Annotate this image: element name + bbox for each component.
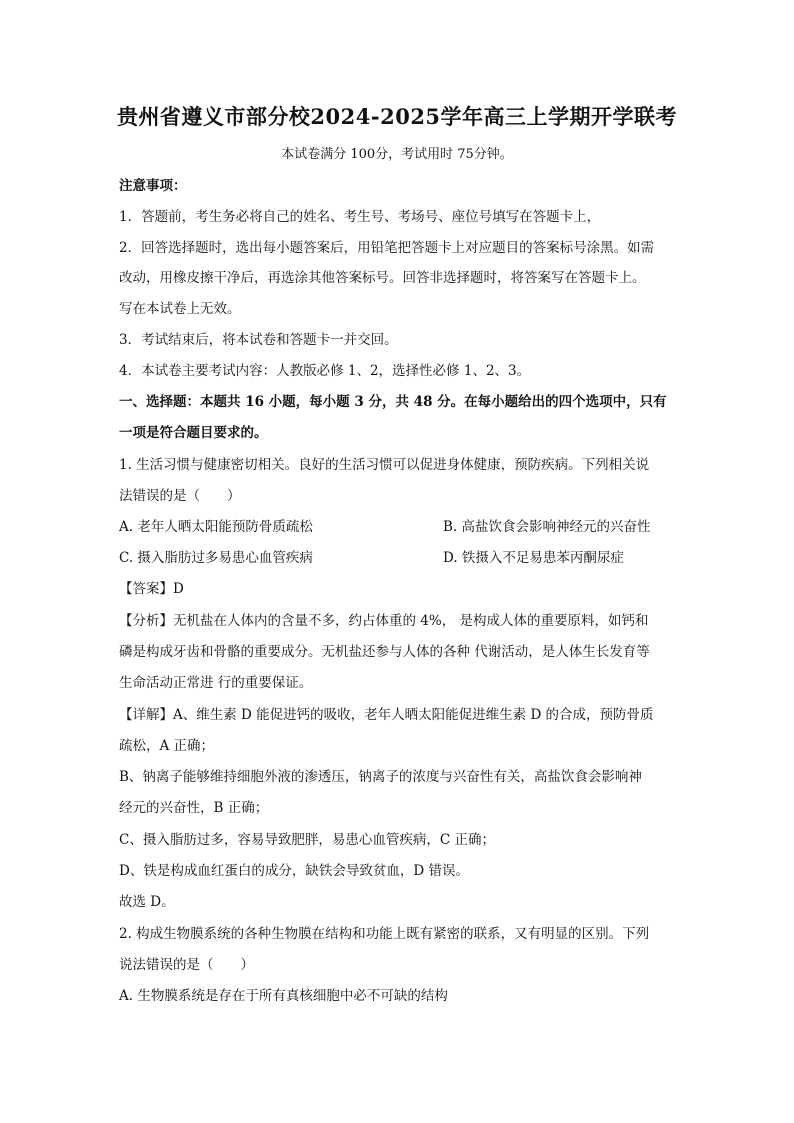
exam-info: 本试卷满分 100分，考试用时 75分钟。 bbox=[281, 147, 513, 162]
notice-heading: 注意事项： bbox=[119, 178, 187, 194]
notice-item: 1．答题前，考生务必将自己的姓名、考生号、考场号、座位号填写在答题卡上， bbox=[119, 209, 601, 225]
question-1-stem-cont: 法错误的是（ ） bbox=[119, 488, 241, 504]
notice-item: 改动，用橡皮擦干净后，再选涂其他答案标号。回答非选择题时，将答案写在答题卡上。 bbox=[119, 270, 646, 286]
question-2-option-a: A. 生物膜系统是存在于所有真核细胞中必不可缺的结构 bbox=[119, 988, 448, 1004]
page-title: 贵州省遵义市部分校2024-2025学年高三上学期开学联考 bbox=[116, 104, 678, 129]
question-1-answer: 【答案】D bbox=[119, 581, 184, 597]
question-1-conclusion: 故选 D。 bbox=[119, 894, 175, 910]
notice-item: 3．考试结束后，将本试卷和答题卡一并交回。 bbox=[119, 332, 398, 348]
question-1-detail: 【详解】A、维生素 D 能促进钙的吸收，老年人晒太阳能促进维生素 D 的合成，预防骨质 bbox=[119, 707, 654, 723]
question-1-option-c: C. 摄入脂肪过多易患心血管疾病 bbox=[119, 550, 313, 566]
question-2-stem-cont: 说法错误的是（ ） bbox=[119, 957, 254, 973]
section-heading: 一、选择题：本题共 16 小题，每小题 3 分，共 48 分。在每小题给出的四个选项中，只有 bbox=[119, 394, 667, 410]
question-1-detail: D、铁是构成血红蛋白的成分，缺铁会导致贫血，D 错误。 bbox=[119, 863, 469, 879]
question-1-analysis: 生命活动正常进 行的重要保证。 bbox=[119, 675, 313, 691]
question-1-detail: 经元的兴奋性，B 正确； bbox=[119, 800, 269, 816]
question-1-option-a: A. 老年人晒太阳能预防骨质疏松 bbox=[119, 519, 313, 535]
question-1-analysis: 【分析】无机盐在人体内的含量不多，约占体重的 4%， 是构成人体的重要原料，如钙和 bbox=[119, 613, 649, 629]
question-1-stem: 1. 生活习惯与健康密切相关。良好的生活习惯可以促进身体健康，预防疾病。下列相关说 bbox=[119, 457, 650, 473]
question-1-analysis: 磷是构成牙齿和骨骼的重要成分。无机盐还参与人体的各种 代谢活动，是人体生长发育等 bbox=[119, 644, 650, 660]
notice-item: 4．本试卷主要考试内容：人教版必修 1、2，选择性必修 1、2、3。 bbox=[119, 363, 531, 379]
question-1-option-b: B. 高盐饮食会影响神经元的兴奋性 bbox=[443, 519, 651, 535]
notice-item: 2．回答选择题时，选出每小题答案后，用铅笔把答题卡上对应题目的答案标号涂黑。如需 bbox=[119, 240, 655, 256]
question-2-stem: 2. 构成生物膜系统的各种生物膜在结构和功能上既有紧密的联系，又有明显的区别。下列 bbox=[119, 926, 650, 942]
question-1-option-d: D. 铁摄入不足易患苯丙酮尿症 bbox=[443, 550, 624, 566]
question-1-detail: C、摄入脂肪过多，容易导致肥胖，易患心血管疾病，C 正确； bbox=[119, 832, 495, 848]
notice-item: 写在本试卷上无效。 bbox=[119, 301, 241, 317]
section-heading-cont: 一项是符合题目要求的。 bbox=[119, 425, 268, 441]
question-1-detail: 疏松，A 正确； bbox=[119, 738, 215, 754]
question-1-detail: B、钠离子能够维持细胞外液的渗透压，钠离子的浓度与兴奋性有关，高盐饮食会影响神 bbox=[119, 769, 642, 785]
